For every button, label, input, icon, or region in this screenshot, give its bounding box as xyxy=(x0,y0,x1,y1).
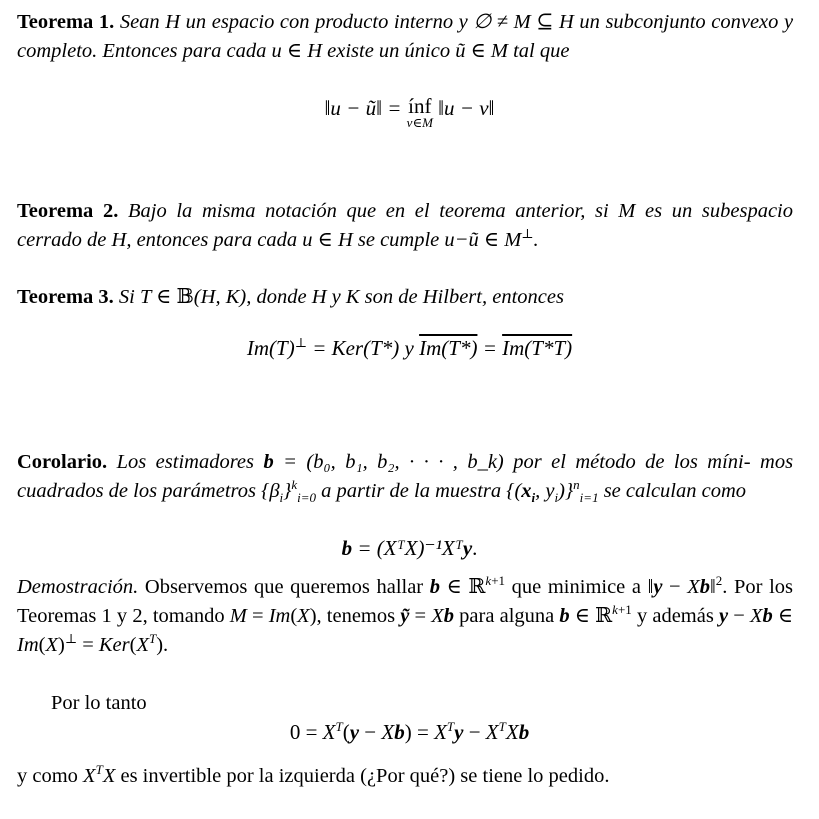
corollary xyxy=(17,448,793,506)
proof-equation: $0 = X^T(y - Xb) = X^Ty - X^TXb$ xyxy=(289,719,530,744)
proof-label: Demostración. xyxy=(17,576,139,598)
theorem-1-equation: ‖u − ũ‖ = ínf v∈M ‖u − v‖ xyxy=(324,94,495,130)
theorem-1-heading: Teorema 1. xyxy=(17,11,115,33)
theorem-3-text: Si T ∈ 𝔹(H, K), donde H y K son de Hilbert, entonces xyxy=(118,286,564,308)
theorem-3 xyxy=(17,283,793,312)
theorem-2 xyxy=(17,197,793,255)
corollary-heading: Corolario. xyxy=(17,451,108,473)
corollary-equation: b = (XᵀX)⁻¹Xᵀy. xyxy=(341,536,478,560)
theorem-2-heading: Teorema 2. xyxy=(17,200,119,222)
theorem-3-heading: Teorema 3. xyxy=(17,286,114,308)
proof-conclusion-intro: Por lo tanto xyxy=(51,692,147,714)
theorem-2-text: Bajo la misma notación que en el teorema anterior, si M es un subespacio cerrado de H, entonces para cada u ∈ H se cumple u−ũ ∈ M⊥. xyxy=(17,200,794,251)
corollary-text: Los estimadores b = (b₀, b₁, b₂, · · · , b_k) por el método de los míni- mos cuadrados de los parámetros $\{\beta_i\}^k_{i=0}$ a partir de la muestra {($x_i$, $y_i)\}^n_{i=1}$ se calculan como xyxy=(17,451,794,506)
theorem-1 xyxy=(17,8,793,66)
proof: Demostración. Observemos que queremos hallar b ∈ ℝ$^{k+1}$ que minimice a ‖y − Xb‖$^2$. Por los Teoremas 1 y 2, tomando M = Im(X), tenemos ỹ = Xb para alguna b ∈ ℝ$^{k+1}$ y además y − Xb ∈ $Im(X)^\perp = Ker(X^T)$. xyxy=(17,573,794,656)
theorem-3-equation: Im(T)⊥ = Ker(T*) y Im(T*) = Im(T*T) xyxy=(246,335,573,360)
proof-final: y como $X^TX$ es invertible por la izquierda (¿Por qué?) se tiene lo pedido. xyxy=(17,762,610,787)
theorem-1-text: Sean H un espacio con producto interno y ∅ ≠ M ⊆ H un subconjunto convexo y completo. Entonces para cada u ∈ H existe un único ũ ∈ M tal que xyxy=(17,11,794,62)
